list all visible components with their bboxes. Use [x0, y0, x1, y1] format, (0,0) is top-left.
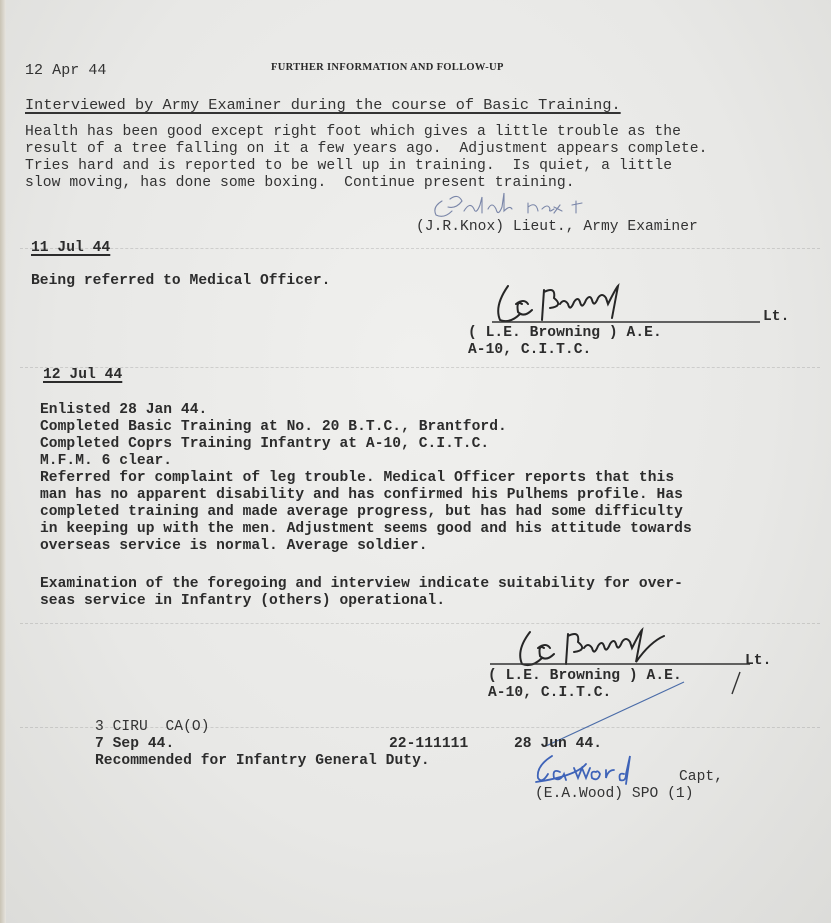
entry4-ref-date: 28 Jun 44.	[514, 736, 603, 752]
entry4-date: 7 Sep 44.	[95, 736, 175, 752]
entry1-line: Tries hard and is reported to be well up in training. Is quiet, a little	[25, 158, 673, 174]
entry4-signature-typed: (E.A.Wood) SPO (1)	[535, 786, 694, 802]
entry3-line: completed training and made average progress, but has had some difficulty	[40, 504, 683, 520]
entry3-line: Completed Coprs Training Infantry at A-10, C.I.T.C.	[40, 436, 490, 452]
ruled-line	[20, 623, 820, 624]
entry2-signature-typed: ( L.E. Browning ) A.E.	[468, 325, 662, 341]
entry3-signature-typed: ( L.E. Browning ) A.E.	[488, 668, 682, 684]
entry3-unit: A-10, C.I.T.C.	[488, 685, 612, 701]
paper-edge	[0, 0, 6, 923]
entry3-line: in keeping up with the men. Adjustment seems good and his attitude towards	[40, 521, 692, 537]
entry4-unit-code: 3 CIRU CA(O)	[95, 719, 210, 735]
header-date: 12 Apr 44	[25, 62, 107, 79]
entry2-text: Being referred to Medical Officer.	[31, 273, 331, 289]
ruled-line	[20, 248, 820, 249]
entry2-rank: Lt.	[763, 309, 790, 325]
entry2-unit: A-10, C.I.T.C.	[468, 342, 592, 358]
entry4-rank: Capt,	[679, 769, 724, 785]
page-title: FURTHER INFORMATION AND FOLLOW-UP	[271, 62, 504, 73]
entry1-heading: Interviewed by Army Examiner during the course of Basic Training.	[25, 96, 621, 114]
entry4-text: Recommended for Infantry General Duty.	[95, 753, 430, 769]
entry3-line: Enlisted 28 Jan 44.	[40, 402, 208, 418]
ruled-line	[20, 367, 820, 368]
entry1-line: Health has been good except right foot which gives a little trouble as the	[25, 124, 681, 140]
entry2-date: 11 Jul 44	[31, 240, 111, 256]
entry3-line: overseas service is normal. Average soldier.	[40, 538, 428, 554]
entry3-line: Completed Basic Training at No. 20 B.T.C., Brantford.	[40, 419, 507, 435]
entry1-line: slow moving, has done some boxing. Continue present training.	[25, 175, 575, 191]
entry4-ref-number: 22-111111	[389, 736, 469, 752]
entry3-line: man has no apparent disability and has confirmed his Pulhems profile. Has	[40, 487, 683, 503]
entry1-signature-typed: (J.R.Knox) Lieut., Army Examiner	[416, 219, 698, 235]
entry3-line: Referred for complaint of leg trouble. Medical Officer reports that this	[40, 470, 675, 486]
entry3-rank: Lt.	[745, 653, 772, 669]
entry3-date: 12 Jul 44	[43, 367, 123, 383]
entry3-conclusion: Examination of the foregoing and interview indicate suitability for over-	[40, 576, 683, 592]
entry3-conclusion: seas service in Infantry (others) operational.	[40, 593, 446, 609]
entry3-line: M.F.M. 6 clear.	[40, 453, 173, 469]
entry1-line: result of a tree falling on it a few years ago. Adjustment appears complete.	[25, 141, 708, 157]
